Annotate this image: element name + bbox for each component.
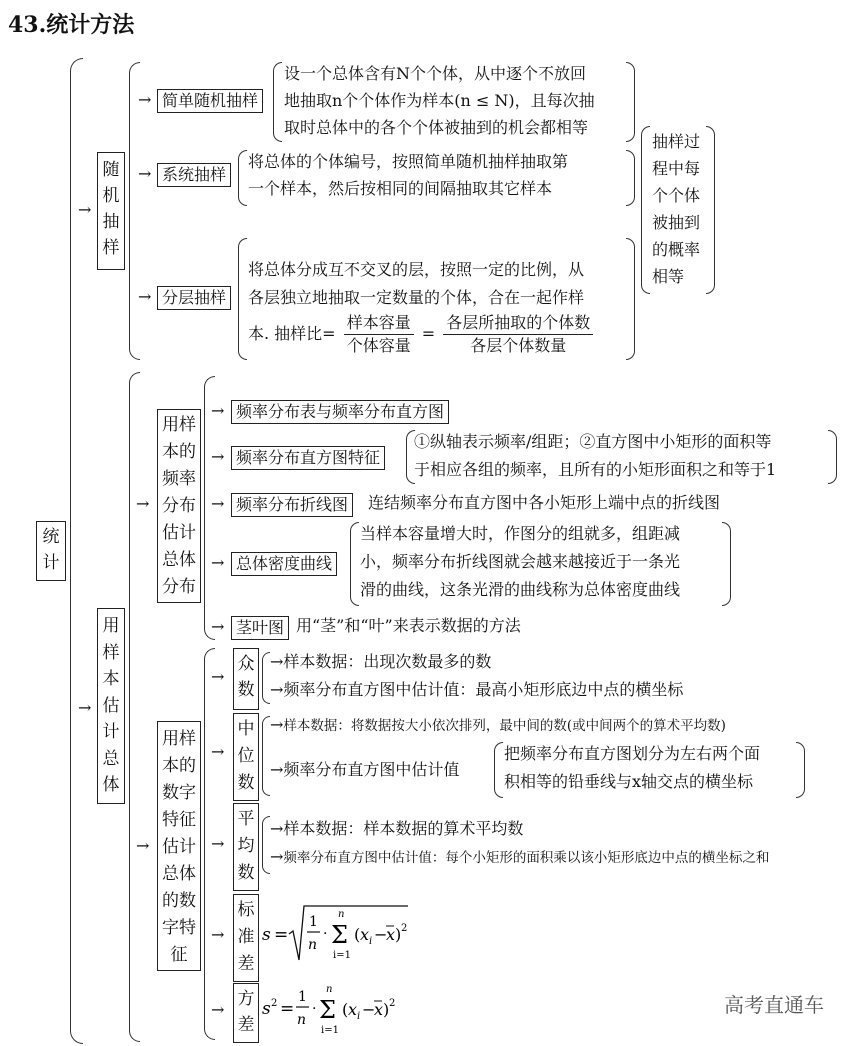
median-desc-brace-right [796,742,805,798]
std-label: 标准差 [237,900,255,974]
var-label: 方差 [237,989,255,1035]
arrow: → [211,667,225,686]
sampling-ratio [248,312,596,357]
arrow: → [270,715,284,734]
method-desc-line: 将总体的个体编号，按照简单随机抽样抽取第 [248,152,569,171]
note-line: 相等 [652,267,685,286]
dist-item-table-histogram: 频率分布表与频率分布直方图 [231,400,449,424]
sample-estimation-label: 用样本估计总体 [102,616,120,795]
svg-text:i: i [357,1011,361,1022]
svg-text:−: − [374,925,388,944]
distribution-label: 用样本的频率分布估计总体分布 [162,415,196,597]
note-line: 抽样过 [652,132,701,151]
svg-text:s: s [262,999,271,1019]
note-line: 被抽到 [652,213,701,232]
sample-estimation-brace [129,372,140,1042]
arrow: → [138,90,152,109]
arrow: → [270,819,284,838]
root-node [36,521,66,581]
mean-sample-text: 样本数据：样本数据的算术平均数 [283,819,524,838]
median-desc-line: 积相等的铅垂线与x轴交点的横坐标 [504,772,754,791]
dist-desc-line: 用“茎”和“叶”来表示数据的方法 [296,616,521,635]
dist-desc-line: 于相应各组的频率，且所有的小矩形面积之和等于1 [414,460,777,479]
svg-text:): ) [383,1000,390,1019]
ratio-right-numerator: 各层所抽取的个体数 [443,312,593,335]
svg-text:): ) [395,925,402,944]
median-desc-brace [494,742,503,798]
mode-sample [270,648,491,675]
median-hist [270,756,459,783]
ratio-left-numerator: 样本容量 [344,312,414,335]
median-node [233,713,259,801]
svg-text:n: n [297,1012,307,1028]
arrow: → [270,680,284,699]
dist-desc-line: 小，频率分布折线图就会越来越接近于一条光 [360,552,681,571]
median-hist-text: 频率分布直方图中估计值 [283,760,460,779]
root-label: 统计 [42,527,60,573]
dist-item-polygon: 频率分布折线图 [231,493,353,517]
mean-brace [262,816,270,874]
dist-desc-brace-right [722,522,731,606]
method-desc-line: 设一个总体含有N个个体，从中逐个不放回 [284,64,587,83]
dist-item-density-curve: 总体密度曲线 [231,552,337,576]
svg-text:1: 1 [298,989,307,1005]
median-desc-line: 把频率分布直方图划分为左右两个面 [504,744,761,763]
svg-text:2: 2 [271,998,278,1009]
numeric-node [157,721,201,971]
arrow: → [136,494,150,513]
ratio-left-denominator: 个体容量 [346,336,411,355]
mode-label: 众数 [237,654,255,700]
arrow: → [270,847,284,866]
dist-item-stem-leaf: 茎叶图 [231,616,289,640]
method-brace-right [626,238,635,360]
dist-desc-brace [350,522,359,606]
svg-text:x: x [360,925,370,944]
arrow: → [211,553,225,572]
ratio-right-fraction [443,312,593,357]
svg-text:·: · [312,1001,317,1017]
method-desc-line: 各层独立地抽取一定数量的个体，合在一起作样 [248,288,585,307]
median-brace [262,716,270,796]
method-desc-line: 取时总体中的各个个体被抽到的机会都相等 [284,118,589,137]
ratio-equals: = [421,324,436,343]
svg-text:·: · [323,926,328,942]
svg-text:s: s [262,925,271,945]
random-sampling-node [97,152,125,270]
svg-text:=: = [280,999,295,1019]
note-brace-right [706,126,715,294]
mean-sample [270,815,523,842]
systematic-sampling: 系统抽样 [157,163,231,187]
method-brace [238,238,247,360]
random-sampling-label: 随机抽样 [102,160,120,258]
ratio-prefix: 本. 抽样比= [248,324,336,343]
svg-text:x: x [348,1000,358,1019]
mean-hist [270,843,769,872]
std-node [233,894,259,982]
arrow: → [78,698,92,717]
stratified-sampling: 分层抽样 [157,286,231,310]
arrow: → [211,447,225,466]
mode-node [233,648,259,710]
dist-desc-brace-right [828,430,837,484]
median-label: 中位数 [237,719,255,793]
mean-node [233,803,259,891]
dist-desc-line: 连结频率分布直方图中各小矩形上端中点的折线图 [368,493,721,512]
svg-text:n: n [308,937,318,953]
note-line: 个个体 [652,186,701,205]
svg-text:n: n [326,984,333,995]
svg-text:i=1: i=1 [333,950,351,961]
simple-random-sampling: 简单随机抽样 [157,89,263,113]
method-desc-line: 一个样本，然后按相同的间隔抽取其它样本 [248,179,553,198]
mode-hist [270,676,683,703]
method-brace [273,62,282,142]
median-sample-text: 样本数据：将数据按大小依次排列，最中间的数(或中间两个的算术平均数) [283,718,726,734]
mode-hist-text: 频率分布直方图中估计值：最高小矩形底边中点的横坐标 [283,680,684,699]
median-sample [270,711,726,740]
svg-text:2: 2 [389,998,396,1009]
method-desc-line: 将总体分成互不交叉的层，按照一定的比例，从 [248,260,585,279]
method-brace [238,150,247,206]
arrow: → [78,200,92,219]
arrow: → [138,287,152,306]
std-formula [260,898,410,970]
svg-text:2: 2 [401,923,408,934]
ratio-right-denominator: 各层个体数量 [470,336,567,355]
dist-desc-line: 当样本容量增大时，作图分的组就多，组距减 [360,524,681,543]
svg-text:x: x [374,1000,384,1019]
ratio-left-fraction [344,312,414,357]
arrow: → [270,652,284,671]
arrow: → [211,401,225,420]
arrow: → [270,760,284,779]
arrow: → [136,836,150,855]
svg-text:n: n [338,909,345,920]
distribution-node [157,409,201,603]
var-node [233,983,259,1043]
svg-text:(: ( [342,1000,349,1019]
dist-desc-line: ①纵轴表示频率/组距；②直方图中小矩形的面积等 [414,432,772,451]
svg-text:Σ: Σ [331,921,348,949]
arrow: → [211,834,225,853]
numeric-label: 用样本的数字特征估计总体的数字特征 [162,729,196,965]
watermark: 高考直通车 [724,993,824,1017]
mode-brace [262,652,270,704]
note-line: 的概率 [652,240,701,259]
svg-text:1: 1 [309,914,318,930]
dist-item-histogram-features: 频率分布直方图特征 [231,446,385,470]
common-note [652,128,700,290]
page-title: 43.统计方法 [8,12,135,38]
svg-text:=: = [274,925,289,945]
mean-hist-text: 频率分布直方图中估计值：每个小矩形的面积乘以该小矩形底边中点的横坐标之和 [283,850,770,866]
svg-text:i=1: i=1 [321,1025,339,1036]
svg-text:(: ( [354,925,361,944]
std-formula-graphic [260,898,410,970]
var-formula-graphic [260,982,410,1042]
svg-text:−: − [362,1000,376,1019]
method-desc-line: 地抽取n个个体作为样本(n ≤ N)，且每次抽 [284,91,595,110]
mode-sample-text: 样本数据：出现次数最多的数 [283,652,492,671]
sample-estimation-node [97,608,125,804]
method-brace-right [626,150,635,206]
arrow: → [211,1000,225,1019]
dist-desc-line: 滑的曲线，这条光滑的曲线称为总体密度曲线 [360,580,681,599]
method-brace-right [626,62,635,142]
arrow: → [211,494,225,513]
svg-text:x: x [386,925,396,944]
svg-text:i: i [369,936,373,947]
svg-text:Σ: Σ [319,996,336,1024]
note-brace [641,126,650,294]
arrow: → [211,925,225,944]
arrow: → [211,617,225,636]
var-formula [260,982,410,1042]
mean-label: 平均数 [237,809,255,883]
note-line: 程中每 [652,159,701,178]
arrow: → [211,742,225,761]
arrow: → [138,164,152,183]
